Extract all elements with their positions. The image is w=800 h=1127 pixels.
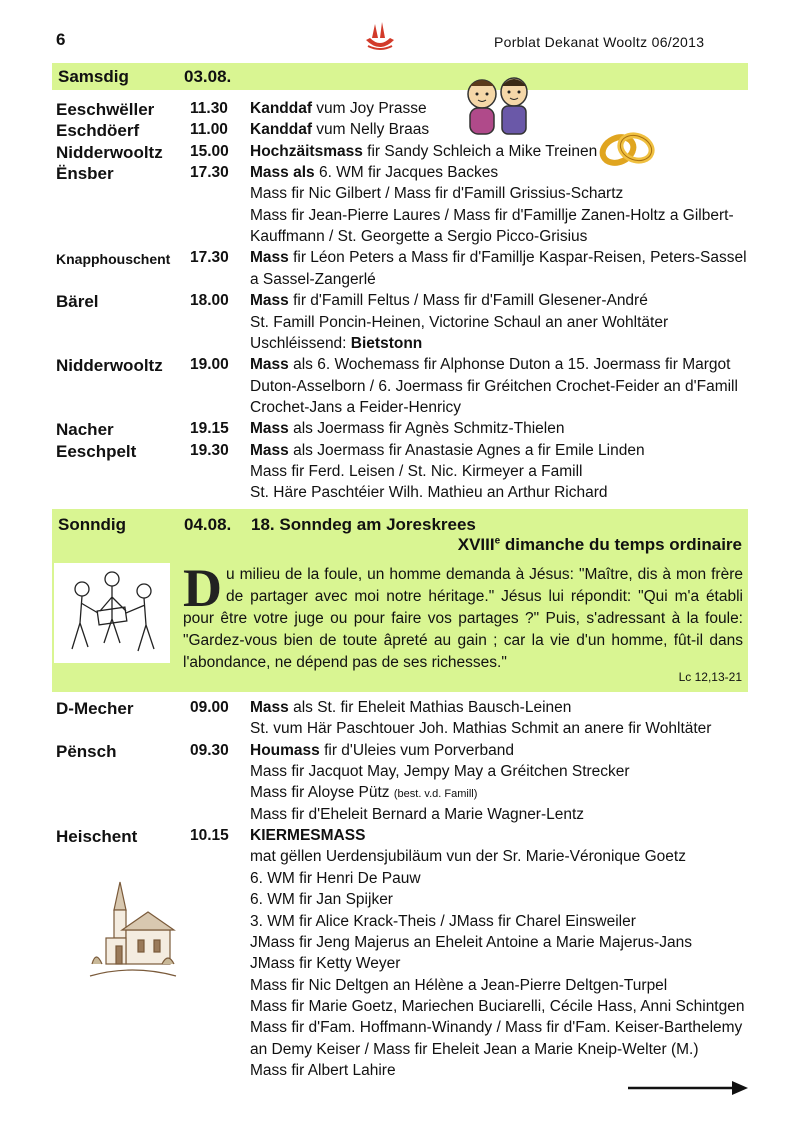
place-name: Bärel [56,292,99,312]
intention-text: Kauffmann / St. Georgette a Sergio Picco-Grisius [250,228,588,246]
intention-text: mat gëllen Uerdensjubiläum vun der Sr. Marie-Véronique Goetz [250,848,686,866]
mass-intention-line [250,228,587,246]
intention-text: Mass fir Ferd. Leisen / St. Nic. Kirmeyer a Famill [250,462,583,480]
intention-text: a Sassel-Zangerlé [250,270,376,288]
mass-intention-line [250,934,692,952]
place-name: Eschdöerf [56,121,140,141]
place-name: Eeschpelt [56,441,137,461]
mass-type: Mass als [250,164,315,182]
mass-time: 10.15 [190,827,229,845]
saturday-header-bar [52,63,748,90]
sunday-day: Sonndig [58,515,126,534]
mass-intention-line [250,763,630,781]
mass-intention-line [250,271,376,289]
place-name: Heischent [56,827,138,847]
sunday-title: 18. Sonndeg am Joreskrees [251,515,476,534]
sunday-subtitle-sup: e [494,535,501,547]
mass-intention-line [250,913,636,931]
intention-note: (best. v.d. Famill) [393,788,478,801]
mass-type: Mass [250,441,289,459]
intention-text: 6. WM fir Jacques Backes [314,164,499,182]
mass-intention-line [250,100,427,118]
intention-text: Crochet-Jans a Feider-Henricy [250,398,462,416]
intention-text: St. Häre Paschtéier Wilh. Mathieu an Arthur Richard [250,484,608,502]
saturday-day: Samsdig [58,67,129,86]
intention-text: JMass fir Jeng Majerus an Eheleit Antoine a Marie Majerus-Jans [250,933,692,951]
intention-text: Mass fir d'Eheleit Bernard a Marie Wagner-Lentz [250,805,585,823]
place-name: Nidderwooltz [56,356,163,376]
intention-text: als 6. Wochemass fir Alphonse Duton a 15. Joermass fir Margot [288,356,731,374]
intention-text: Uschléissend: [250,334,351,352]
sunday-subtitle-rest: dimanche du temps ordinaire [500,535,742,554]
sunday-date: 04.08. [184,515,232,534]
sharing-illustration-frame [54,563,170,663]
mass-intention-line [250,249,747,267]
mass-intention-line [250,720,711,738]
intention-text: fir d'Uleies vum Porverband [319,741,514,759]
place-name: D-Mecher [56,699,134,718]
gospel-text [183,558,743,674]
header-title: Porblat Dekanat Wooltz 06/2013 [494,34,705,50]
gospel-reference: Lc 12,13-21 [678,670,742,684]
mass-time: 17.30 [190,164,229,182]
mass-time: 11.00 [190,121,228,139]
mass-time: 19.30 [190,441,229,459]
mass-intention-line [250,292,648,310]
babies-illustration-icon [462,72,534,140]
intention-text: als Joermass fir Agnès Schmitz-Thielen [288,420,565,438]
parish-logo-icon [360,20,400,54]
mass-type: Hochzäitsmass [250,142,363,160]
intention-text: 6. WM fir Jan Spijker [250,891,393,909]
mass-intention-line [250,356,730,374]
sunday-subtitle [458,535,742,555]
mass-intention-line [250,891,393,909]
intention-text: Mass fir Jean-Pierre Laures / Mass fir d'Famillje Zanen-Holtz a Gilbert- [250,206,734,224]
mass-time: 09.00 [190,699,229,716]
place-name: Eeschwëller [56,100,155,119]
mass-intention-line [250,699,571,717]
saturday-date: 03.08. [184,67,232,86]
mass-time: 11.30 [190,100,228,117]
mass-type: Kanddaf [250,121,312,139]
intention-text: Duton-Asselborn / 6. Joermass fir Gréitchen Crochet-Feider an d'Famill [250,377,738,395]
intention-text: JMass fir Ketty Weyer [250,955,401,973]
mass-intention-line [250,378,738,396]
arrow-right-icon[interactable] [626,1078,750,1098]
intention-text: 3. WM fir Alice Krack-Theis / JMass fir Charel Einsweiler [250,912,636,930]
mass-type: Houmass [250,741,320,759]
mass-intention-line [250,955,400,973]
mass-intention-line [250,442,645,460]
mass-type: KIERMESMASS [250,827,366,845]
mass-intention-line [250,827,365,845]
intention-text: Mass fir Aloyse Pütz [250,784,394,802]
intention-text: als St. fir Eheleit Mathias Bausch-Leinen [288,699,572,716]
mass-type: Mass [250,292,289,310]
intention-text: an Demy Keiser / Mass fir Eheleit Jean a Marie Kneip-Welter (M.) [250,1040,699,1058]
intention-text: Mass fir Marie Goetz, Mariechen Buciarelli, Cécile Hass, Anni Schintgen [250,997,745,1015]
mass-intention-line [250,314,668,332]
mass-intention-line [250,806,584,824]
place-name: Nidderwooltz [56,142,163,162]
mass-time: 19.15 [190,420,229,438]
mass-type: Mass [250,420,289,438]
mass-intention-line [250,185,623,203]
gospel-body: u milieu de la foule, un homme demanda à Jésus: "Maître, dis à mon frère de partager avec moi notre héritage." Jésus lui répondit: "Qui m'a établi pour être votre juge ou pour faire vos partages ?" Puis, s'adressant à la foule: "Gardez-vous bien de toute âpreté au gain ; car la vie d'un homme, fût-il dans l'abondance, ne dépend pas de ses richesses." [183,566,743,671]
church-illustration-icon [86,880,178,980]
intention-text: Mass fir Nic Gilbert / Mass fir d'Famill Grissius-Schartz [250,185,624,203]
mass-type: Mass [250,249,289,267]
place-name: Knapphouschent [56,251,171,268]
mass-time: 17.30 [190,249,229,267]
gospel-drop-cap: D [183,558,222,618]
intention-text: als Joermass fir Anastasie Agnes a fir Emile Linden [288,441,645,459]
mass-intention-line [250,484,608,502]
mass-intention-line [250,335,422,353]
mass-type: Mass [250,699,289,716]
intention-text: fir Sandy Schleich a Mike Treinen [362,142,598,160]
mass-intention-line [250,870,421,888]
intention-text: Mass fir d'Fam. Hoffmann-Winandy / Mass fir d'Fam. Keiser-Barthelemy [250,1019,743,1037]
mass-intention-line [250,399,461,417]
place-name: Nacher [56,420,114,440]
mass-intention-line [250,1019,742,1037]
mass-intention-line [250,420,564,438]
intention-text: vum Joy Prasse [312,100,427,117]
mass-time: 18.00 [190,292,229,310]
intention-text: St. Famill Poncin-Heinen, Victorine Schaul an aner Wohltäter [250,313,669,331]
intention-bold-text: Bietstonn [350,334,423,352]
mass-intention-line [250,207,734,225]
mass-intention-line [250,143,597,161]
page-number: 6 [56,30,66,49]
mass-intention-line [250,848,686,866]
sunday-subtitle-roman: XVIII [457,535,495,554]
mass-type: Kanddaf [250,100,312,117]
intention-text: fir Léon Peters a Mass fir d'Famillje Kaspar-Reisen, Peters-Sassel [288,249,747,267]
place-name: Pënsch [56,741,117,761]
mass-type: Mass [250,356,289,374]
mass-intention-line [250,742,514,760]
people-sharing-illustration-icon [54,563,170,663]
intention-text: fir d'Famill Feltus / Mass fir d'Famill Glesener-André [288,292,648,310]
intention-text: Mass fir Albert Lahire [250,1061,396,1079]
mass-time: 09.30 [190,741,229,759]
mass-intention-line [250,463,582,481]
place-name: Ënsber [56,164,114,184]
mass-intention-line [250,1041,699,1059]
mass-time: 15.00 [190,142,229,160]
intention-text: Mass fir Nic Deltgen an Hélène a Jean-Pierre Deltgen-Turpel [250,976,668,994]
mass-intention-line [250,784,477,802]
intention-text: vum Nelly Braas [312,121,430,139]
mass-intention-line [250,998,744,1016]
intention-text: 6. WM fir Henri De Pauw [250,869,421,887]
mass-intention-line [250,164,498,182]
intention-text: Mass fir Jacquot May, Jempy May a Gréitchen Strecker [250,763,630,781]
intention-text: St. vum Här Paschtouer Joh. Mathias Schmit an anere fir Wohltäter [250,720,712,738]
mass-intention-line [250,977,667,995]
mass-intention-line [250,1062,396,1080]
mass-intention-line [250,121,429,139]
wedding-rings-icon [596,122,660,176]
mass-time: 19.00 [190,356,229,374]
